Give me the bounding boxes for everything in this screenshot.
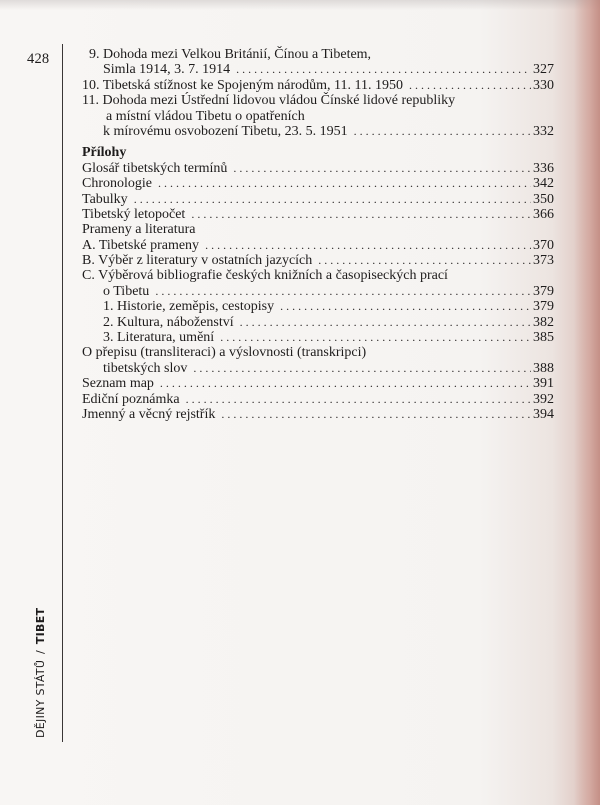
toc-entry — [82, 161, 554, 176]
toc-dot-leader — [318, 253, 531, 268]
toc-dot-leader — [158, 176, 531, 191]
toc-page-number: 350 — [533, 191, 554, 207]
toc-dot-leader — [160, 376, 531, 391]
toc-dot-leader — [240, 315, 531, 330]
toc-dot-leader — [191, 207, 531, 222]
toc-page-number: 392 — [533, 391, 554, 407]
toc-page-number: 385 — [533, 330, 554, 346]
toc-entry-title: Chronologie — [82, 176, 152, 192]
toc-dot-leader — [236, 62, 531, 77]
toc-entry — [82, 207, 554, 222]
toc-dot-leader — [134, 192, 531, 207]
toc-entry-title: 11. Dohoda mezi Ústřední lidovou vládou Čínské lidové republiky — [82, 93, 456, 109]
running-head-title: TIBET — [34, 607, 47, 645]
toc-dot-leader — [205, 238, 531, 253]
toc-dot-leader — [409, 78, 531, 93]
toc-entry-title: 10. Tibetská stížnost ke Spojeným národům, 11. 11. 1950 — [82, 77, 403, 93]
toc-dot-leader — [280, 299, 531, 314]
toc-page-number: 327 — [533, 62, 554, 78]
toc-dot-leader — [233, 161, 531, 176]
toc-entry-title: a místní vládou Tibetu o opatřeních — [106, 108, 305, 124]
toc-entry-title: Přílohy — [82, 145, 127, 161]
toc-entry-title: B. Výběr z literatury v ostatních jazycích — [82, 253, 313, 269]
toc-entry-title: tibetských slov — [103, 360, 188, 376]
toc-entry — [82, 315, 554, 330]
margin-rule — [62, 44, 63, 742]
toc-dot-leader — [221, 407, 531, 422]
toc-entry — [82, 62, 554, 77]
toc-entry-title: Glosář tibetských termínů — [82, 160, 228, 176]
page-top-shadow — [0, 0, 600, 10]
toc-page-number: 382 — [533, 314, 554, 330]
toc-entry-title: 1. Historie, zeměpis, cestopisy — [103, 299, 275, 315]
running-head-separator: / — [34, 649, 47, 654]
toc-page-number: 342 — [533, 176, 554, 192]
toc-page-number: 373 — [533, 253, 554, 269]
toc-page-number: 388 — [533, 360, 554, 376]
toc-entry-title: C. Výběrová bibliografie českých knižních a časopiseckých prací — [82, 268, 448, 284]
toc-entry — [82, 376, 554, 391]
toc-entry-title: Jmenný a věcný rejstřík — [82, 406, 216, 422]
toc-entry — [82, 78, 554, 93]
toc-entry — [82, 222, 554, 237]
toc-entry — [82, 124, 554, 139]
page-number: 428 — [27, 51, 50, 67]
toc-entry — [82, 345, 554, 360]
toc-page-number: 332 — [533, 123, 554, 139]
toc-entry — [82, 47, 554, 62]
toc-entry-title: k mírovému osvobození Tibetu, 23. 5. 1951 — [103, 123, 348, 139]
toc-entry-title: Prameny a literatura — [82, 222, 196, 238]
toc-page-number: 330 — [533, 77, 554, 93]
toc-page-number: 370 — [533, 237, 554, 253]
toc-entry-title: Tabulky — [82, 191, 128, 207]
toc-entry — [82, 109, 554, 124]
toc-entry — [82, 253, 554, 268]
toc-entry — [82, 284, 554, 299]
toc-page-number: 336 — [533, 160, 554, 176]
toc-dot-leader — [193, 361, 531, 376]
toc-dot-leader — [186, 392, 531, 407]
toc-entry — [82, 93, 554, 108]
toc-entry-title: 2. Kultura, náboženství — [103, 314, 234, 330]
table-of-contents — [82, 47, 554, 422]
toc-page-number: 391 — [533, 376, 554, 392]
toc-entry — [82, 299, 554, 314]
toc-entry — [82, 176, 554, 191]
running-head — [34, 608, 47, 738]
toc-dot-leader — [155, 284, 531, 299]
toc-entry — [82, 407, 554, 422]
toc-entry-title: 9. Dohoda mezi Velkou Británií, Čínou a Tibetem, — [89, 47, 372, 62]
toc-entry-title: o Tibetu — [103, 283, 150, 299]
toc-entry-title: Seznam map — [82, 376, 154, 392]
toc-entry — [82, 392, 554, 407]
page-edge-shadow — [574, 0, 600, 805]
toc-page-number: 366 — [533, 206, 554, 222]
toc-entry-title: Simla 1914, 3. 7. 1914 — [103, 62, 231, 78]
toc-entry-title: 3. Literatura, umění — [103, 330, 215, 346]
toc-entry-title: A. Tibetské prameny — [82, 237, 200, 253]
toc-page-number: 379 — [533, 283, 554, 299]
toc-entry-title: Ediční poznámka — [82, 391, 180, 407]
toc-entry — [82, 268, 554, 283]
toc-section-heading — [82, 145, 554, 160]
running-head-series: DĚJINY STÁTŮ — [34, 659, 47, 738]
toc-dot-leader — [354, 124, 531, 139]
toc-entry — [82, 238, 554, 253]
toc-page-number: 379 — [533, 299, 554, 315]
toc-entry-title: O přepisu (transliteraci) a výslovnosti (transkripci) — [82, 345, 367, 361]
toc-dot-leader — [220, 330, 531, 345]
toc-entry — [82, 361, 554, 376]
toc-entry — [82, 330, 554, 345]
toc-entry-title: Tibetský letopočet — [82, 206, 186, 222]
toc-page-number: 394 — [533, 406, 554, 422]
toc-entry — [82, 192, 554, 207]
